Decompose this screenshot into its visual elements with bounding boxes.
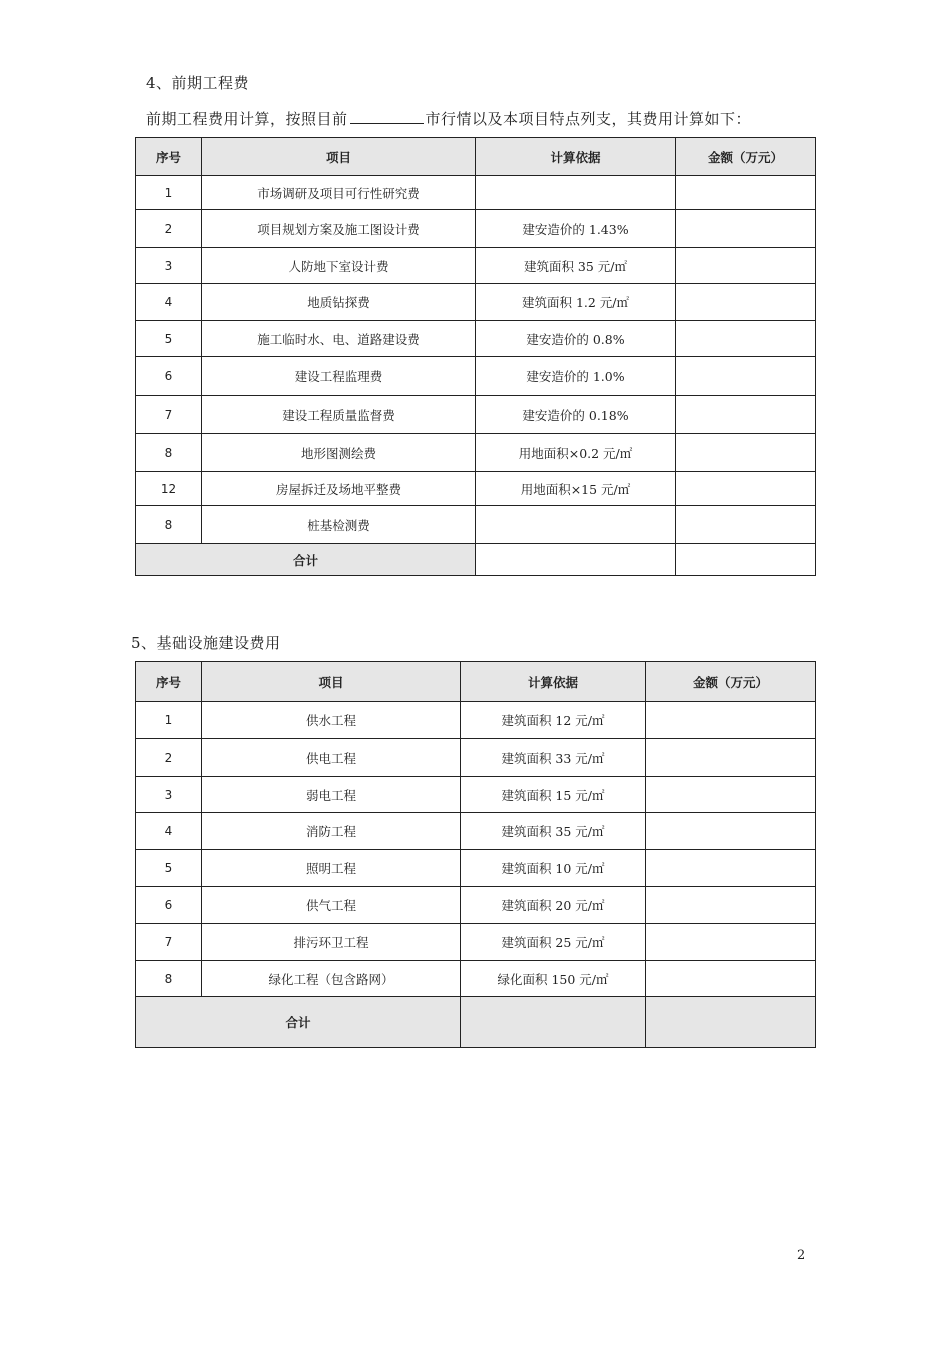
table-row	[136, 210, 816, 248]
header-amount: 金额（万元）	[676, 138, 816, 176]
section4-heading: 4、前期工程费	[146, 74, 250, 92]
cell-item: 弱电工程	[202, 777, 461, 813]
table-header-row	[136, 662, 816, 702]
cell-amount	[676, 434, 816, 472]
cell-basis: 建筑面积 20 元/㎡	[461, 887, 646, 924]
cell-amount	[676, 284, 816, 321]
cell-no: 7	[136, 396, 202, 434]
cell-basis: 绿化面积 150 元/㎡	[461, 961, 646, 997]
header-no: 序号	[136, 662, 202, 702]
total-row	[136, 997, 816, 1048]
cell-item: 人防地下室设计费	[202, 248, 476, 284]
table-header-row	[136, 138, 816, 176]
cell-amount	[676, 176, 816, 210]
total-amount	[676, 544, 816, 576]
table-row	[136, 739, 816, 777]
table-row	[136, 284, 816, 321]
cell-amount	[676, 396, 816, 434]
cell-no: 1	[136, 702, 202, 739]
cell-no: 4	[136, 813, 202, 850]
table-row	[136, 396, 816, 434]
cell-basis: 建筑面积 12 元/㎡	[461, 702, 646, 739]
cell-basis	[476, 176, 676, 210]
cell-amount	[676, 248, 816, 284]
intro-after: 市行情以及本项目特点列支，其费用计算如下：	[425, 110, 752, 128]
cell-amount	[676, 357, 816, 396]
cell-no: 3	[136, 777, 202, 813]
cell-basis: 建安造价的 0.8%	[476, 321, 676, 357]
total-label: 合计	[136, 997, 461, 1048]
cell-basis: 建筑面积 35 元/㎡	[461, 813, 646, 850]
header-item: 项目	[202, 138, 476, 176]
cell-basis: 用地面积×0.2 元/㎡	[476, 434, 676, 472]
cell-item: 施工临时水、电、道路建设费	[202, 321, 476, 357]
cell-amount	[646, 739, 816, 777]
cell-amount	[646, 961, 816, 997]
page-number: 2	[797, 1248, 806, 1263]
cell-item: 地形图测绘费	[202, 434, 476, 472]
cell-amount	[676, 210, 816, 248]
table-row	[136, 357, 816, 396]
cell-item: 照明工程	[202, 850, 461, 887]
cell-no: 7	[136, 924, 202, 961]
cell-amount	[646, 924, 816, 961]
cell-no: 12	[136, 472, 202, 506]
cell-no: 2	[136, 210, 202, 248]
cell-basis: 建筑面积 35 元/㎡	[476, 248, 676, 284]
cell-amount	[676, 321, 816, 357]
cell-item: 供电工程	[202, 739, 461, 777]
cell-item: 绿化工程（包含路网）	[202, 961, 461, 997]
table-row	[136, 506, 816, 544]
cell-no: 8	[136, 506, 202, 544]
cell-item: 市场调研及项目可行性研究费	[202, 176, 476, 210]
table-row	[136, 887, 816, 924]
cell-amount	[676, 472, 816, 506]
table-row	[136, 472, 816, 506]
cell-basis: 建筑面积 33 元/㎡	[461, 739, 646, 777]
cell-item: 地质钻探费	[202, 284, 476, 321]
table-row	[136, 777, 816, 813]
total-basis	[476, 544, 676, 576]
cell-no: 6	[136, 357, 202, 396]
cell-basis: 建筑面积 15 元/㎡	[461, 777, 646, 813]
total-label: 合计	[136, 544, 476, 576]
section4-intro	[146, 108, 751, 129]
cell-item: 建设工程质量监督费	[202, 396, 476, 434]
header-amount: 金额（万元）	[646, 662, 816, 702]
table-row	[136, 321, 816, 357]
cell-item: 供气工程	[202, 887, 461, 924]
cell-item: 项目规划方案及施工图设计费	[202, 210, 476, 248]
preliminary-cost-table	[135, 137, 816, 576]
fill-blank	[350, 109, 424, 124]
cell-item: 排污环卫工程	[202, 924, 461, 961]
cell-item: 建设工程监理费	[202, 357, 476, 396]
total-row	[136, 544, 816, 576]
intro-before: 前期工程费用计算，按照目前	[146, 110, 348, 128]
cell-basis: 建安造价的 1.43%	[476, 210, 676, 248]
cell-no: 4	[136, 284, 202, 321]
header-item: 项目	[202, 662, 461, 702]
cell-item: 供水工程	[202, 702, 461, 739]
header-basis: 计算依据	[461, 662, 646, 702]
cell-basis: 建筑面积 25 元/㎡	[461, 924, 646, 961]
cell-basis: 建筑面积 10 元/㎡	[461, 850, 646, 887]
section5-heading: 5、基础设施建设费用	[131, 634, 281, 652]
table-row	[136, 434, 816, 472]
infrastructure-cost-table	[135, 661, 816, 1048]
cell-basis: 建安造价的 1.0%	[476, 357, 676, 396]
cell-no: 6	[136, 887, 202, 924]
header-basis: 计算依据	[476, 138, 676, 176]
table-row	[136, 176, 816, 210]
cell-amount	[646, 850, 816, 887]
cell-item: 消防工程	[202, 813, 461, 850]
cell-no: 5	[136, 850, 202, 887]
cell-basis: 建安造价的 0.18%	[476, 396, 676, 434]
cell-basis: 建筑面积 1.2 元/㎡	[476, 284, 676, 321]
cell-item: 桩基检测费	[202, 506, 476, 544]
cell-no: 5	[136, 321, 202, 357]
table-row	[136, 702, 816, 739]
table-row	[136, 961, 816, 997]
table-row	[136, 813, 816, 850]
cell-amount	[646, 813, 816, 850]
cell-no: 8	[136, 434, 202, 472]
cell-item: 房屋拆迁及场地平整费	[202, 472, 476, 506]
table-row	[136, 850, 816, 887]
cell-amount	[646, 777, 816, 813]
table-row	[136, 924, 816, 961]
cell-no: 8	[136, 961, 202, 997]
cell-no: 3	[136, 248, 202, 284]
cell-amount	[646, 702, 816, 739]
cell-basis: 用地面积×15 元/㎡	[476, 472, 676, 506]
cell-amount	[646, 887, 816, 924]
total-basis	[461, 997, 646, 1048]
header-no: 序号	[136, 138, 202, 176]
cell-no: 2	[136, 739, 202, 777]
cell-no: 1	[136, 176, 202, 210]
table-row	[136, 248, 816, 284]
cell-amount	[676, 506, 816, 544]
total-amount	[646, 997, 816, 1048]
cell-basis	[476, 506, 676, 544]
